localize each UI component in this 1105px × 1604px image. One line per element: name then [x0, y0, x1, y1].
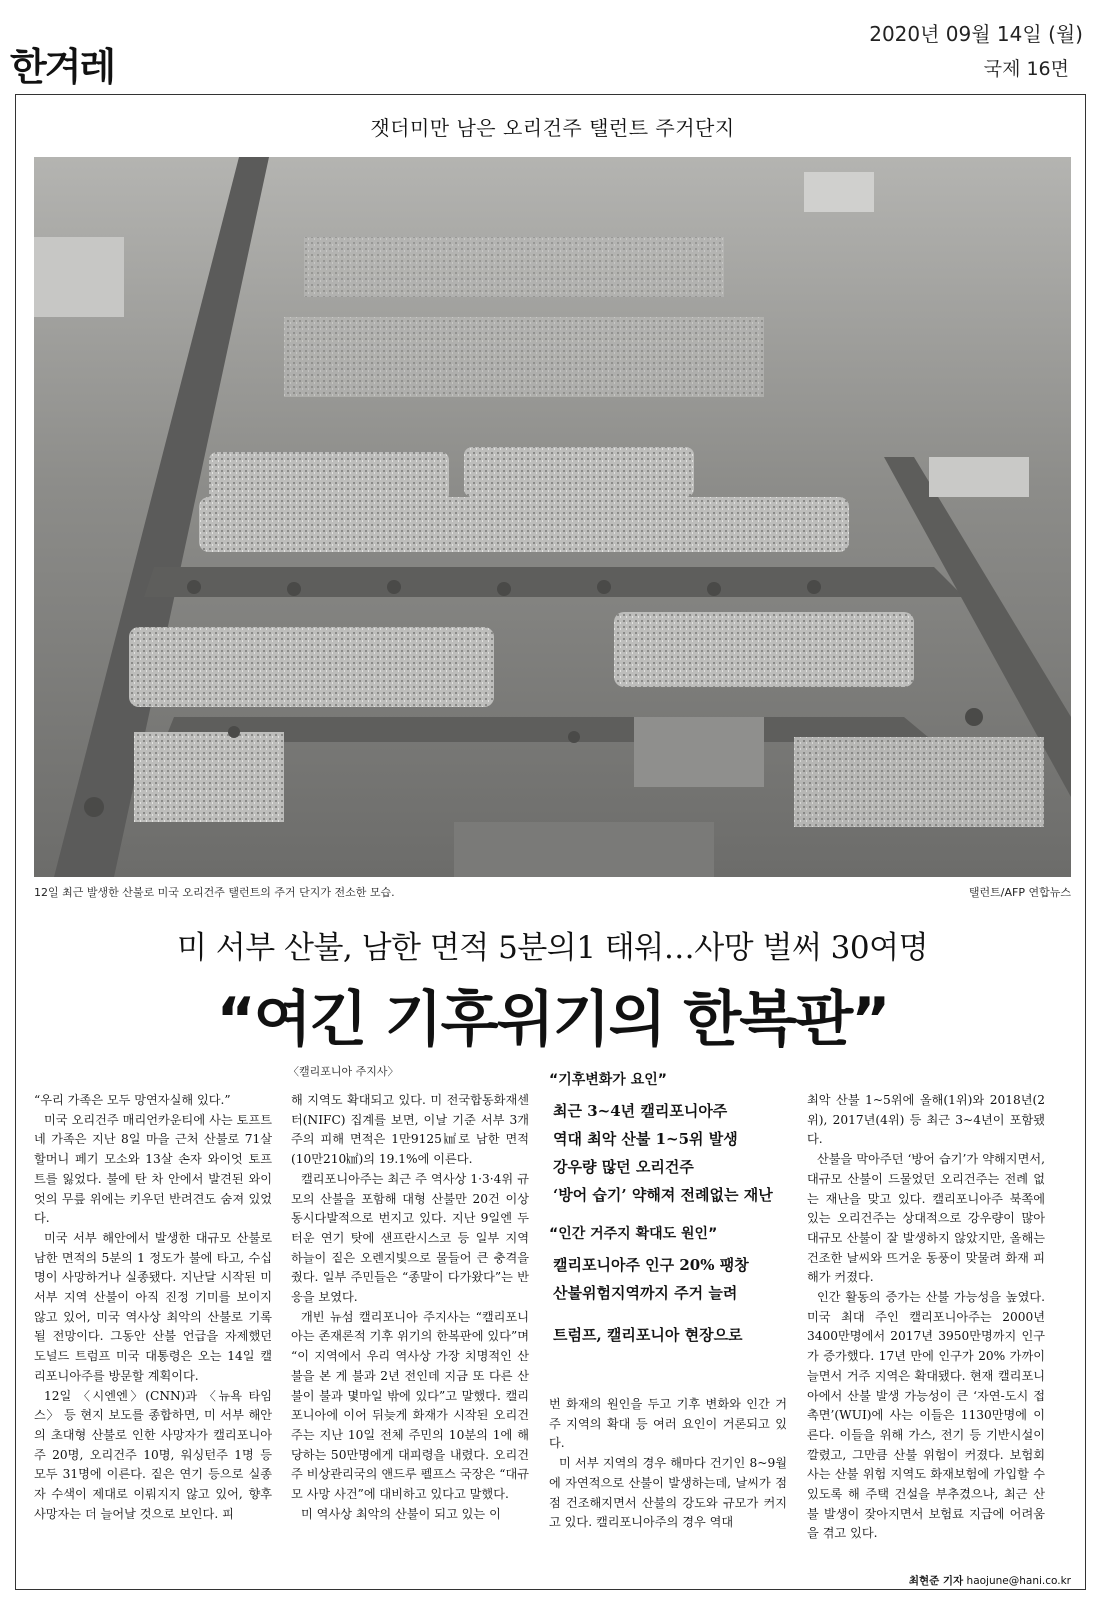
paragraph: 미국 서부 해안에서 발생한 대규모 산불로 남한 면적의 5분의 1 정도가 불에 타고, 수십명이 사망하거나 실종됐다. 지난달 시작된 미 서부 지역 산불이 아직 진정 기미를 보이지 않고 있어, 미국 역사상 최악의 산불로 기록될 전망이다. 그동안 산불 언급을 자제했던 도널드 트럼프 미국 대통령은 오는 14일 캘리포니아주를 방문할 계획이다.: [34, 1230, 272, 1383]
issue-date: 2020년 09월 14일 (월): [869, 22, 1083, 46]
paragraph: 해 지역도 확대되고 있다. 미 전국합동화재센터(NIFC) 집계를 보면, 이날 기준 서부 3개 주의 피해 면적은 1만9125㎢로 남한 면적(10만210㎢)의 19.1%에 이른다.: [291, 1093, 529, 1167]
summary-line: 역대 최악 산불 1~5위 발생: [553, 1130, 738, 1148]
photo-title: 잿더미만 남은 오리건주 탤런트 주거단지: [370, 116, 735, 140]
summary-line: ‘방어 습기’ 약해져 전례없는 재난: [553, 1186, 773, 1204]
summary-line: 강우량 많던 오리건주: [553, 1158, 694, 1176]
article-column-3: [549, 1395, 787, 1533]
byline-email: haojune@hani.co.kr: [966, 1575, 1071, 1587]
article-column-2: [291, 1091, 529, 1524]
headline: “여긴 기후위기의 한복판”: [216, 985, 889, 1055]
summary-line: 캘리포니아주 인구 20% 팽창: [553, 1256, 749, 1274]
logo: 한겨레: [10, 45, 115, 89]
summary-label-2: “인간 거주지 확대도 원인”: [549, 1226, 718, 1242]
byline: [909, 1573, 1071, 1588]
headline-attribution: 〈캘리포니아 주지사〉: [288, 1065, 399, 1078]
summary-box: [549, 1069, 789, 1349]
photo-credit: 탤런트/AFP 연합뉴스: [968, 886, 1071, 899]
page-number: 국제 16면: [983, 58, 1069, 80]
summary-label-1: “기후변화가 요인”: [549, 1072, 667, 1088]
subheadline: 미 서부 산불, 남한 면적 5분의1 태워…사망 벌써 30여명: [176, 930, 929, 966]
news-photo: [34, 157, 1071, 877]
paragraph: 개빈 뉴섬 캘리포니아 주지사는 “캘리포니아는 존재론적 기후 위기의 한복판에 있다”며 “이 지역에서 우리 역사상 가장 치명적인 산불을 본 게 불과 2년 전인데 지금 또 다른 산불이 불과 몇마일 밖에 있다”고 말했다. 캘리포니아에 이어 뒤늦게 화재가 시작된 오리건주는 지난 10일 전체 주민의 10분의 1에 해당하는 50만명에게 대피령을 내렸다. 오리건주 비상관리국의 앤드루 펠프스 국장은 “대규모 사망 사건”에 대비하고 있다고 말했다.: [291, 1309, 529, 1502]
paragraph: “우리 가족은 모두 망연자실해 있다.”: [34, 1093, 231, 1107]
paragraph: 미 서부 지역의 경우 해마다 건기인 8~9월에 자연적으로 산불이 발생하는데, 날씨가 점점 건조해지면서 산불의 강도와 규모가 커지고 있다. 캘리포니아주의 경우 역대: [549, 1456, 787, 1530]
paragraph: 산불을 막아주던 ‘방어 습기’가 약해지면서, 대규모 산불이 드물었던 오리건주는 전례 없는 재난을 맞고 있다. 캘리포니아주 북쪽에 있는 오리건주는 상대적으로 강우량이 많아 대규모 산불이 잘 발생하지 않았지만, 올해는 건조한 날씨와 뜨거운 동풍이 맞물려 화재 피해가 커졌다.: [807, 1152, 1045, 1285]
summary-line: 산불위험지역까지 주거 늘려: [553, 1284, 738, 1302]
article-column-1: [34, 1091, 272, 1524]
summary-line-3: 트럼프, 캘리포니아 현장으로: [553, 1326, 743, 1344]
paragraph: 미 역사상 최악의 산불이 되고 있는 이: [301, 1506, 501, 1521]
paragraph: 번 화재의 원인을 두고 기후 변화와 인간 거주 지역의 확대 등 여러 요인이 거론되고 있다.: [549, 1397, 787, 1451]
paragraph: 12일 〈시엔엔〉(CNN)과 〈뉴욕 타임스〉 등 현지 보도를 종합하면, 미 서부 해안의 초대형 산불로 인한 사망자가 캘리포니아주 20명, 오리건주 10명, 워싱턴주 1명 등 모두 31명에 이른다. 짙은 연기 등으로 실종자 수색이 제대로 이뤄지지 않고 있어, 향후 사망자는 더 늘어날 것으로 보인다. 피: [34, 1388, 272, 1521]
photo-caption: 12일 최근 발생한 산불로 미국 오리건주 탤런트의 주거 단지가 전소한 모습.: [34, 886, 395, 899]
summary-line: 최근 3~4년 캘리포니아주: [553, 1102, 728, 1120]
paragraph: 미국 오리건주 매리언카운티에 사는 토프트네 가족은 지난 8일 마을 근처 산불로 71살 할머니 페기 모소와 13살 손자 와이엇 토프트를 잃었다. 불에 탄 차 안에서 발견된 와이엇의 무릎 위에는 키우던 반려견도 숨져 있었다.: [34, 1112, 272, 1226]
paragraph: 최악 산불 1~5위에 올해(1위)와 2018년(2위), 2017년(4위) 등 최근 3~4년이 포함됐다.: [807, 1093, 1045, 1147]
paragraph: 인간 활동의 증가는 산불 가능성을 높였다. 미국 최대 주인 캘리포니아주는 2000년 3400만명에서 2017년 3950만명까지 인구가 증가했다. 17년 만에 인구가 20% 가까이 늘면서 거주 지역은 확대됐다. 현재 캘리포니아에서 산불 발생 가능성이 큰 ‘자연-도시 접촉면’(WUI)에 사는 이들은 1130만명에 이른다. 이들을 위해 가스, 전기 등 기반시설이 깔렸고, 그만큼 산불 위험이 커졌다. 보험회사는 산불 위험 지역도 화재보험에 가입할 수 있도록 해 주택 건설을 부추겼으나, 최근 산불 발생이 잦아지면서 보험료 지급에 어려움을 겪고 있다.: [807, 1290, 1045, 1541]
article-column-4: [807, 1091, 1045, 1544]
paragraph: 캘리포니아주는 최근 주 역사상 1·3·4위 규모의 산불을 포함해 대형 산불만 20건 이상 동시다발적으로 번지고 있다. 지난 9일엔 두터운 연기 탓에 샌프란시스코 등 일부 지역 하늘이 짙은 오렌지빛으로 물들어 큰 충격을 줬다. 일부 주민들은 “종말이 다가왔다”는 반응을 보였다.: [291, 1171, 529, 1305]
byline-name: 최현준 기자: [908, 1575, 964, 1587]
